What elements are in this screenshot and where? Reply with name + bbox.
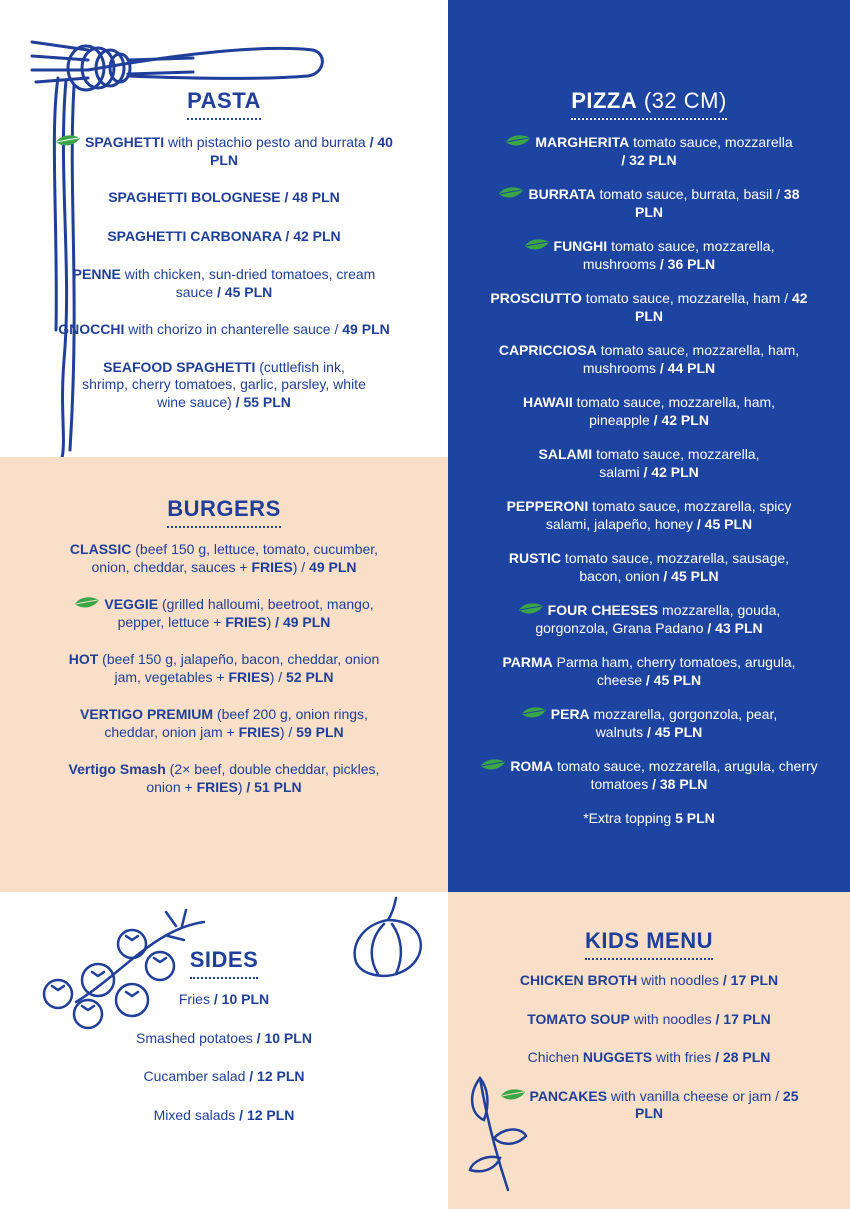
menu-item: FUNGHI tomato sauce, mozzarella, mushrooms / 36 PLN xyxy=(448,238,850,273)
menu-item: MARGHERITA tomato sauce, mozzarella / 32 PLN xyxy=(448,134,850,169)
pizza-list xyxy=(448,134,850,828)
leaf-icon xyxy=(74,596,100,610)
kids-menu-list xyxy=(448,972,850,1123)
menu-item: VEGGIE (grilled halloumi, beetroot, mango, pepper, lettuce + FRIES) / 49 PLN xyxy=(0,596,448,631)
leaf-icon xyxy=(518,602,544,616)
menu-item: HAWAII tomato sauce, mozzarella, ham, pineapple / 42 PLN xyxy=(522,394,776,428)
leaf-icon xyxy=(480,758,506,772)
menu-item: SALAMI tomato sauce, mozzarella, salami / 42 PLN xyxy=(538,446,760,480)
pizza-title: PIZZA (32 CM) xyxy=(448,88,850,120)
menu-item: CHICKEN BROTH with noodles / 17 PLN xyxy=(519,972,779,988)
menu-item: RUSTIC tomato sauce, mozzarella, sausage, bacon, onion / 45 PLN xyxy=(508,550,790,584)
burgers-section xyxy=(0,457,448,892)
menu-item: TOMATO SOUP with noodles / 17 PLN xyxy=(527,1010,771,1027)
kids-menu-title: KIDS MENU xyxy=(448,928,850,960)
menu-item: ROMA tomato sauce, mozzarella, arugula, cherry tomatoes / 38 PLN xyxy=(448,758,850,793)
leaf-icon xyxy=(505,134,531,148)
sides-list xyxy=(0,991,448,1124)
menu-item: PROSCIUTTO tomato sauce, mozzarella, ham / 42 PLN xyxy=(490,290,808,324)
pizza-section xyxy=(448,0,850,892)
menu-item: GNOCCHI with chorizo in chanterelle sauce / 49 PLN xyxy=(58,321,390,337)
menu-item: SPAGHETTI CARBONARA / 42 PLN xyxy=(107,227,341,244)
leaf-icon xyxy=(521,706,547,720)
burgers-title: BURGERS xyxy=(0,496,448,528)
leaf-icon xyxy=(500,1088,526,1102)
menu-item: VERTIGO PREMIUM (beef 200 g, onion rings, cheddar, onion jam + FRIES) / 59 PLN xyxy=(80,706,368,740)
menu-item: SPAGHETTI with pistachio pesto and burrata / 40 PLN xyxy=(0,134,448,169)
leaf-icon xyxy=(55,134,81,148)
sides-section xyxy=(0,892,448,1209)
menu-item: BURRATA tomato sauce, burrata, basil / 38 PLN xyxy=(448,186,850,221)
burgers-list xyxy=(0,541,448,796)
sides-title: SIDES xyxy=(0,947,448,979)
pasta-section xyxy=(0,0,448,457)
menu-item: Smashed potatoes / 10 PLN xyxy=(136,1029,312,1046)
menu-item: SEAFOOD SPAGHETTI (cuttlefish ink, shrimp, cherry tomatoes, garlic, parsley, white wine sauce) / 55 PLN xyxy=(82,358,366,410)
extra-topping-note: *Extra topping 5 PLN xyxy=(583,810,715,826)
pasta-list xyxy=(0,134,448,411)
menu-item: PARMA Parma ham, cherry tomatoes, arugula, cheese / 45 PLN xyxy=(502,654,796,688)
menu-item: PEPPERONI tomato sauce, mozzarella, spicy salami, jalapeño, honey / 45 PLN xyxy=(506,498,792,532)
leaf-icon xyxy=(498,186,524,200)
menu-item: SPAGHETTI BOLOGNESE / 48 PLN xyxy=(108,189,340,205)
pasta-title: PASTA xyxy=(0,88,448,120)
menu-item: HOT (beef 150 g, jalapeño, bacon, cheddar, onion jam, vegetables + FRIES) / 52 PLN xyxy=(68,651,380,685)
menu-item: PENNE with chicken, sun-dried tomatoes, cream sauce / 45 PLN xyxy=(72,266,376,300)
menu-item: Chichen NUGGETS with fries / 28 PLN xyxy=(527,1049,771,1065)
kids-menu-section xyxy=(448,892,850,1209)
menu-item: FOUR CHEESES mozzarella, gouda, gorgonzola, Grana Padano / 43 PLN xyxy=(448,602,850,637)
menu-item: Mixed salads / 12 PLN xyxy=(153,1106,295,1123)
menu-item: Vertigo Smash (2× beef, double cheddar, pickles, onion + FRIES) / 51 PLN xyxy=(68,761,380,795)
leaf-icon xyxy=(524,238,550,252)
menu-item: PERA mozzarella, gorgonzola, pear, walnuts / 45 PLN xyxy=(448,706,850,741)
menu-item: Cucamber salad / 12 PLN xyxy=(143,1068,305,1084)
menu-item: CAPRICCIOSA tomato sauce, mozzarella, ham, mushrooms / 44 PLN xyxy=(498,342,800,376)
menu-item: CLASSIC (beef 150 g, lettuce, tomato, cucumber, onion, cheddar, sauces + FRIES) / 49 PLN xyxy=(69,541,379,575)
menu-item: Fries / 10 PLN xyxy=(178,991,270,1007)
menu-item: PANCAKES with vanilla cheese or jam / 25 PLN xyxy=(448,1088,850,1123)
